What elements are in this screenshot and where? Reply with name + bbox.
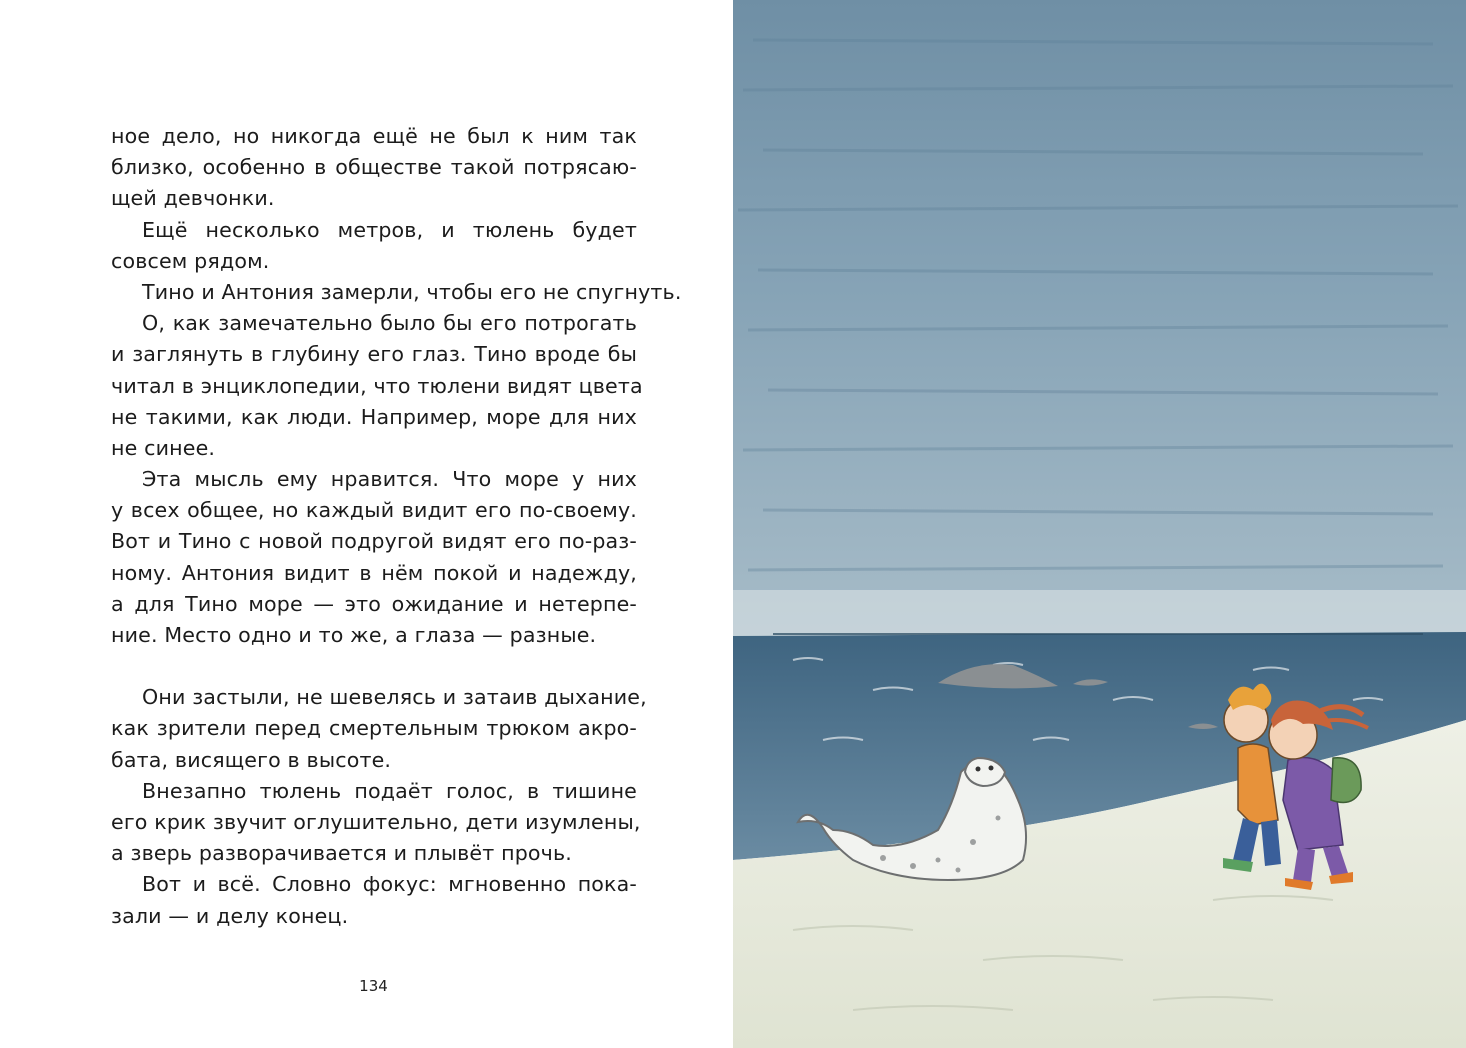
text-line: и заглянуть в глубину его глаз. Тино вроде бы xyxy=(111,342,637,367)
text-line: не такими, как люди. Например, море для них xyxy=(111,404,637,429)
sky xyxy=(733,0,1466,640)
text-line: не синее. xyxy=(111,435,216,460)
text-line: его крик звучит оглушительно, дети изумлены, xyxy=(111,809,641,834)
text-line: как зрители перед смертельным трюком акро- xyxy=(111,716,637,741)
text-line: Они застыли, не шевелясь и затаив дыхание, xyxy=(142,685,647,710)
text-line: бата, висящего в высоте. xyxy=(111,747,392,772)
text-line: Тино и Антония замерли, чтобы его не спугнуть. xyxy=(142,279,682,304)
text-line: близко, особенно в обществе такой потрясаю- xyxy=(111,155,637,180)
text-line: О, как замечательно было бы его потрогать xyxy=(142,311,637,336)
text-line: Эта мысль ему нравится. Что море у них xyxy=(142,467,637,492)
text-line: ное дело, но никогда ещё не был к ним так xyxy=(111,124,637,148)
text-line: а для Тино море — это ожидание и нетерпе- xyxy=(111,591,637,616)
text-line: совсем рядом. xyxy=(111,248,270,273)
page-text xyxy=(111,121,682,932)
text-line: Вот и всё. Словно фокус: мгновенно пока- xyxy=(142,872,637,897)
text-line: а зверь разворачивается и плывёт прочь. xyxy=(111,841,572,866)
watercolor-illustration xyxy=(733,0,1466,1048)
text-line: у всех общее, но каждый видит его по-своему. xyxy=(111,498,637,523)
text-line: Вот и Тино с новой подругой видят его по-раз- xyxy=(111,529,637,554)
text-line: Ещё несколько метров, и тюлень будет xyxy=(142,217,637,242)
text-line: читал в энциклопедии, что тюлени видят цвета xyxy=(111,373,643,398)
text-line: зали — и делу конец. xyxy=(111,903,349,928)
text-line: ние. Место одно и то же, а глаза — разные. xyxy=(111,623,597,647)
text-line: ному. Антония видит в нём покой и надежду, xyxy=(111,560,637,585)
text-line: Внезапно тюлень подаёт голос, в тишине xyxy=(142,778,637,803)
text-line: щей девчонки. xyxy=(111,186,275,211)
page-number: 134 xyxy=(359,977,388,995)
